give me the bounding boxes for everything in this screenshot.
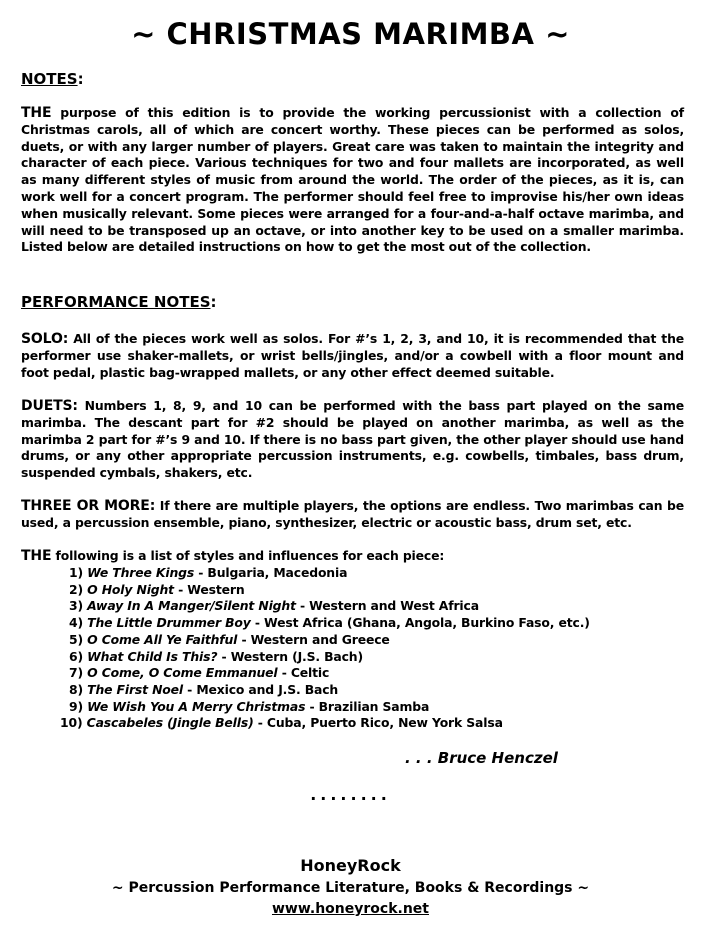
piece-number: 9) [69, 698, 83, 714]
piece-number: 7) [69, 665, 83, 681]
piece-title: Cascabeles (Jingle Bells) [86, 715, 254, 731]
list-item [69, 582, 590, 599]
footer-website-link[interactable]: www.honeyrock.net [271, 901, 429, 917]
piece-style: - Mexico and J.S. Bach [183, 681, 339, 697]
pieces-list [60, 565, 590, 732]
piece-style: - Western [173, 581, 245, 597]
dotted-divider: ........ [310, 785, 391, 804]
piece-number: 6) [69, 648, 83, 664]
three-or-more-paragraph [21, 498, 684, 532]
duets-paragraph [21, 398, 684, 482]
notes-lead-word: THE [21, 105, 52, 121]
author-signature: . . . Bruce Henczel [405, 749, 558, 767]
page-title: ~ CHRISTMAS MARIMBA ~ [131, 17, 570, 51]
list-item [69, 615, 590, 632]
footer-tagline: ~ Percussion Performance Literature, Books & Recordings ~ [111, 880, 590, 896]
list-item [60, 715, 590, 732]
piece-title: We Three Kings [87, 565, 195, 580]
three-or-more-label: THREE OR MORE: [21, 498, 156, 514]
piece-style: - Celtic [277, 665, 330, 681]
list-item [69, 649, 590, 666]
notes-heading-colon: : [77, 70, 84, 88]
piece-style: - Western and Greece [237, 631, 390, 647]
performance-heading-colon: : [210, 293, 217, 311]
piece-style: - West Africa (Ghana, Angola, Burkino Faso, etc.) [250, 615, 590, 631]
notes-text: purpose of this edition is to provide the working percussionist with a collection of Christmas carols, all of which are concert worthy. These pieces can be performed as solos, duets, or with any larger number of players. Great care was taken to maintain the integrity and character of each piece. Various techniques for two and four mallets are incorporated, as well as many different styles of music from around the world. The order of the pieces, as it is, can work well for a concert program. The performer should feel free to improvise his/her own ideas when musically relevant. Some pieces were arranged for a four-and-a-half octave marimba, and will need to be transposed up an octave, or into another key to be used on a smaller marimba. Listed below are detailed instructions on how to get the most out of the collection. [21, 105, 684, 255]
piece-number: 3) [69, 598, 83, 614]
styles-lead-word: THE [21, 548, 52, 564]
performance-heading-text: PERFORMANCE NOTES [21, 293, 211, 311]
styles-text: following is a list of styles and influences for each piece: [51, 548, 445, 563]
piece-number: 5) [69, 631, 83, 647]
piece-title: O Come All Ye Faithful [87, 631, 238, 647]
styles-intro [21, 548, 684, 565]
piece-number: 10) [60, 715, 83, 731]
list-item [69, 632, 590, 649]
three-or-more-text: If there are multiple players, the options are endless. Two marimbas can be used, a percussion ensemble, piano, synthesizer, electric or acoustic bass, drum set, etc. [21, 498, 684, 530]
piece-number: 8) [69, 681, 83, 697]
piece-title: What Child Is This? [87, 648, 218, 664]
list-item [69, 699, 590, 716]
footer-brand: HoneyRock [300, 856, 401, 875]
piece-title: O Come, O Come Emmanuel [87, 665, 278, 681]
piece-number: 1) [69, 565, 83, 580]
notes-paragraph [21, 105, 684, 256]
piece-number: 4) [69, 615, 83, 631]
list-item [69, 665, 590, 682]
solo-text: All of the pieces work well as solos. For #’s 1, 2, 3, and 10, it is recommended that the performer use shaker-mallets, or wrist bells/jingles, and/or a cowbell with a floor mount and foot pedal, plastic bag-wrapped mallets, or any other effect deemed suitable. [21, 331, 684, 380]
duets-label: DUETS: [21, 398, 78, 414]
notes-heading [21, 70, 84, 88]
piece-title: The Little Drummer Boy [87, 615, 251, 631]
list-item [69, 598, 590, 615]
piece-style: - Western (J.S. Bach) [217, 648, 363, 664]
piece-title: Away In A Manger/Silent Night [87, 598, 296, 614]
piece-style: - Bulgaria, Macedonia [194, 565, 348, 580]
list-item [69, 682, 590, 699]
solo-label: SOLO: [21, 331, 69, 347]
piece-style: - Western and West Africa [295, 598, 479, 614]
list-item [69, 565, 590, 582]
piece-title: The First Noel [87, 681, 184, 697]
piece-title: We Wish You A Merry Christmas [87, 698, 306, 714]
solo-paragraph [21, 331, 684, 381]
notes-heading-text: NOTES [21, 70, 78, 88]
piece-style: - Cuba, Puerto Rico, New York Salsa [253, 715, 503, 731]
duets-text: Numbers 1, 8, 9, and 10 can be performed with the bass part played on the same marimba. The descant part for #2 should be played on another marimba, as well as the marimba 2 part for #’s 9 and 10. If there is no bass part given, the other player should use hand drums, or any other appropriate percussion instruments, e.g. cowbells, timbales, bass drum, suspended cymbals, shakers, etc. [21, 398, 684, 481]
piece-title: O Holy Night [87, 581, 174, 597]
piece-style: - Brazilian Samba [305, 698, 430, 714]
performance-heading [21, 293, 217, 311]
piece-number: 2) [69, 581, 83, 597]
